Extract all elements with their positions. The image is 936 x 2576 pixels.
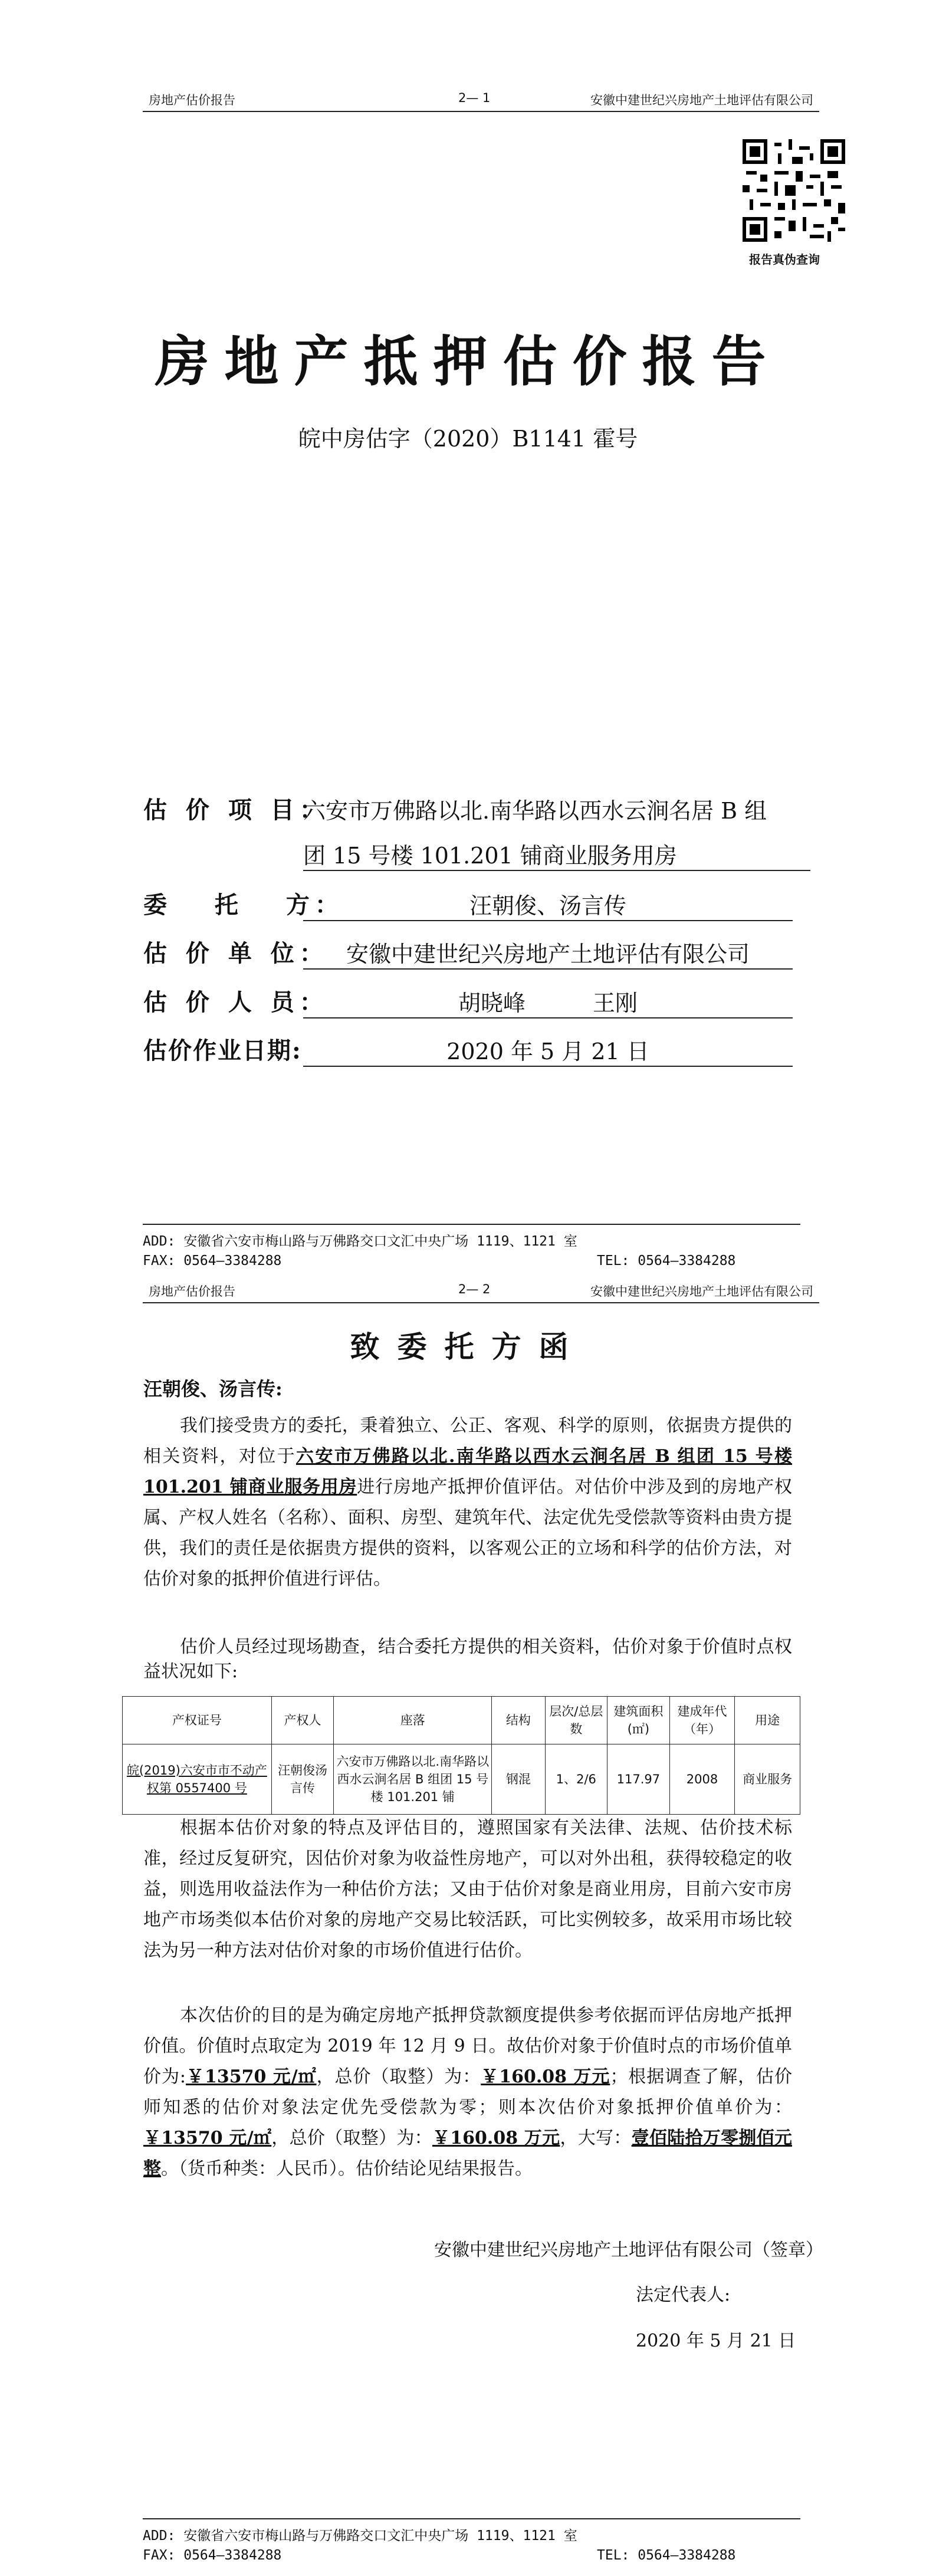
staff-value: 胡晓峰 王刚 (303, 985, 793, 1018)
cell-floor: 1、2/6 (545, 1744, 607, 1815)
paragraph-intro (143, 1411, 792, 1595)
footer-divider (143, 2518, 800, 2519)
property-info-table (122, 1696, 800, 1815)
date-label: 估价作业日期: (143, 1037, 302, 1064)
cell-year: 2008 (669, 1744, 735, 1815)
mortgage-total-price: ￥160.08 万元 (432, 2128, 560, 2148)
qr-code-icon[interactable] (743, 139, 845, 242)
amount-in-words: 壹佰陆拾万零捌佰元整 (143, 2128, 792, 2179)
conclusion-text-c: ；根据调查了解，估价师知悉的估价对象法定优先受偿款为零；则本次估价对象抵押价值单价为： (143, 2066, 792, 2118)
signature-date: 2020 年 5 月 21 日 (636, 2331, 796, 2351)
document-number: 皖中房估字（2020）B1141 霍号 (298, 426, 638, 452)
col-area: 建筑面积(㎡) (607, 1697, 670, 1744)
intro-text-a: 我们接受贵方的委托，秉着独立、公正、客观、科学的原则，依据贵方提供的相关资料，对位于 (143, 1415, 792, 1467)
unit-price: ￥13570 元/㎡ (186, 2066, 317, 2087)
client-label: 委 托 方： (143, 891, 344, 919)
col-structure: 结构 (492, 1697, 545, 1744)
report-title: 房地产抵押估价报告 (155, 330, 781, 393)
project-label: 估 价 项 目： (143, 796, 329, 824)
signature-representative: 法定代表人: (636, 2285, 731, 2305)
paragraph-method: 根据本估价对象的特点及评估目的，遵照国家有关法律、法规、估价技术标准，经过反复研究，因估价对象为收益性房地产，可以对外出租，获得较稳定的收益，则选用收益法作为一种估价方法；又由于估价对象是商业用房，目前六安市房地产市场类似本估价对象的房地产交易比较活跃，可比实例较多，故采用市场比较法为另一种方法对估价对象的市场价值进行估价。 (143, 1818, 792, 1961)
col-owner: 产权人 (271, 1697, 334, 1744)
cell-structure: 钢混 (492, 1744, 545, 1815)
col-cert-no: 产权证号 (123, 1697, 272, 1744)
unit-value: 安徽中建世纪兴房地产土地评估有限公司 (303, 936, 793, 970)
intro-text-b: 进行房地产抵押价值评估。对估价中涉及到的房地产权属、产权人姓名（名称）、面积、房型、建筑年代、法定优先受偿款等资料由贵方提供，我们的责任是依据贵方提供的资料，以客观公正的立场和科学的估价方法，对估价对象的抵押价值进行评估。 (143, 1477, 792, 1589)
conclusion-text-d: ，总价（取整）为： (271, 2128, 432, 2148)
header-company: 安徽中建世纪兴房地产土地评估有限公司 (590, 1284, 813, 1299)
header-left: 房地产估价报告 (149, 93, 235, 107)
col-floor: 层次/总层数 (545, 1697, 607, 1744)
date-value: 2020 年 5 月 21 日 (303, 1033, 793, 1067)
letter-title: 致委托方函 (350, 1329, 586, 1364)
cell-usage: 商业服务 (735, 1744, 800, 1815)
qr-caption: 报告真伪查询 (749, 252, 820, 267)
footer-tel: TEL: 0564—3384288 (597, 2548, 736, 2563)
footer-divider (143, 1224, 800, 1225)
table-header-row (123, 1697, 800, 1744)
page1-header (143, 87, 819, 112)
col-location: 座落 (334, 1697, 492, 1744)
footer-tel: TEL: 0564—3384288 (597, 1253, 736, 1269)
project-value-line2: 团 15 号楼 101.201 铺商业服务用房 (303, 837, 810, 871)
footer-address: ADD: 安徽省六安市梅山路与万佛路交口文汇中央广场 1119、1121 室 (143, 2528, 577, 2544)
total-price: ￥160.08 万元 (481, 2066, 610, 2087)
col-usage: 用途 (735, 1697, 800, 1744)
salutation: 汪朝俊、汤言传: (143, 1378, 283, 1400)
unit-label: 估 价 单 位： (143, 939, 329, 967)
page2-header (143, 1279, 819, 1303)
cell-area: 117.97 (607, 1744, 670, 1815)
header-company: 安徽中建世纪兴房地产土地评估有限公司 (590, 93, 813, 107)
cell-location: 六安市万佛路以北.南华路以西水云涧名居 B 组团 15 号楼 101.201 铺 (334, 1744, 492, 1815)
cell-cert-no: 皖(2019)六安市市不动产权第 0557400 号 (123, 1744, 272, 1815)
conclusion-text-a: 本次估价的目的是为确定房地产抵押贷款额度提供参考依据而评估房地产抵押价值。价值时点取定为 2019 年 12 月 9 日。故估价对象于价值时点的市场价值单价为: (143, 2005, 792, 2087)
cell-owner: 汪朝俊汤言传 (271, 1744, 334, 1815)
project-value-line1: 六安市万佛路以北.南华路以西水云涧名居 B 组 (303, 798, 767, 824)
col-year: 建成年代（年） (669, 1697, 735, 1744)
header-page-number: 2— 1 (458, 91, 491, 105)
staff-label: 估 价 人 员： (143, 988, 329, 1016)
client-value: 汪朝俊、汤言传 (303, 888, 793, 921)
conclusion-text-b: ，总价（取整）为： (316, 2066, 481, 2087)
footer-fax: FAX: 0564—3384288 (143, 1253, 282, 1269)
footer-fax: FAX: 0564—3384288 (143, 2548, 282, 2563)
header-page-number: 2— 2 (458, 1282, 491, 1296)
table-row (123, 1744, 800, 1815)
conclusion-text-f: 。（货币种类：人民币）。估价结论见结果报告。 (161, 2158, 533, 2179)
property-location: 六安市万佛路以北.南华路以西水云涧名居 B 组团 15 号楼 101.201 铺商业服务用房 (143, 1446, 793, 1497)
footer-address: ADD: 安徽省六安市梅山路与万佛路交口文汇中央广场 1119、1121 室 (143, 1234, 577, 1249)
signature-company: 安徽中建世纪兴房地产土地评估有限公司（签章） (434, 2240, 823, 2260)
paragraph-conclusion (143, 2000, 792, 2184)
mortgage-unit-price: ￥13570 元/㎡ (143, 2128, 272, 2148)
header-left: 房地产估价报告 (149, 1284, 235, 1299)
paragraph-status: 估价人员经过现场勘查，结合委托方提供的相关资料，估价对象于价值时点权益状况如下: (143, 1637, 792, 1682)
conclusion-text-e: ，大写： (560, 2128, 632, 2148)
